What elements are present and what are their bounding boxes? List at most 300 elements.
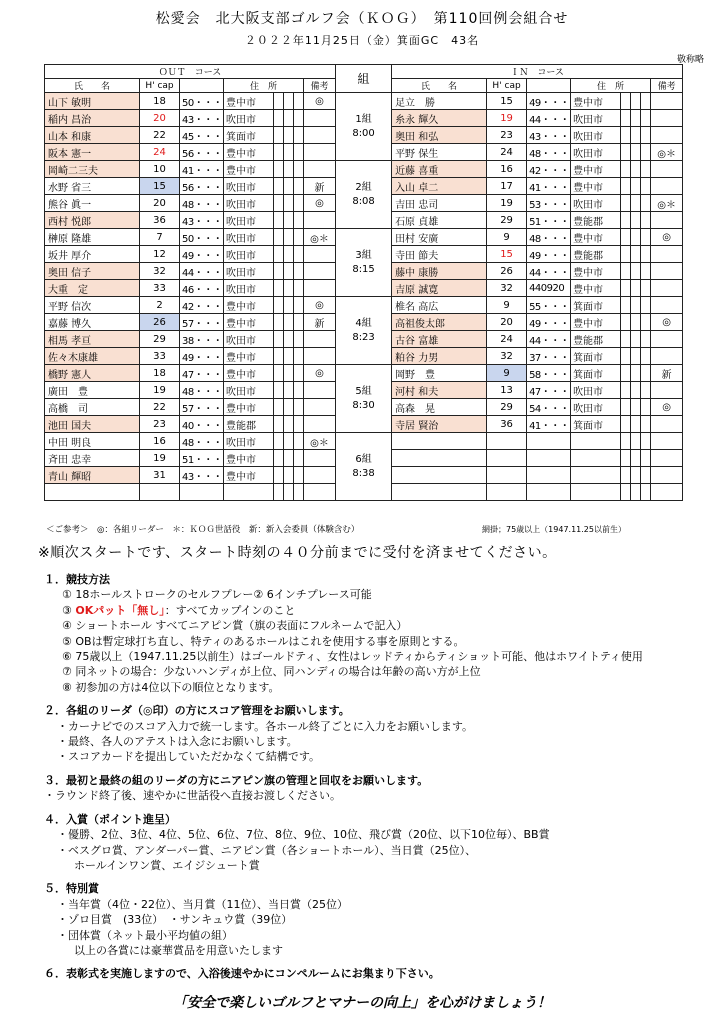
group-label: 5組 [355,385,372,397]
in-player-remark [651,382,683,399]
in-player-remark [651,93,683,110]
in-blank-cell [641,433,651,450]
in-player-code [527,484,571,501]
in-blank-cell [631,161,641,178]
in-player-code: 41・・・ [527,416,571,433]
in-blank-cell [641,110,651,127]
out-player-code: 43・・・ [180,212,224,229]
out-player-handicap: 22 [140,399,180,416]
out-player-address: 吹田市 [224,246,274,263]
out-player-name: 岡崎二三夫 [45,161,140,178]
out-blank-cell [274,246,284,263]
in-player-name [392,467,487,484]
rule-2-1: ・カーナビでのスコア入力で統一します。各ホール終了ごとに入力をお願いします。 [57,719,474,733]
in-player-handicap: 13 [487,382,527,399]
out-player-name: 稲内 昌治 [45,110,140,127]
out-player-code: 48・・・ [180,382,224,399]
out-blank-cell [284,280,294,297]
out-player-code: 43・・・ [180,110,224,127]
in-blank-cell [641,280,651,297]
in-player-address: 豊中市 [571,93,621,110]
in-blank-cell [641,416,651,433]
in-player-address: 吹田市 [571,127,621,144]
out-player-handicap: 10 [140,161,180,178]
group-label: 2組 [355,181,372,193]
out-player-code: 57・・・ [180,399,224,416]
out-player-name [45,484,140,501]
rule-2-2: ・最終、各人のアテストは入念にお願いします。 [57,735,298,749]
out-blank-cell [294,297,304,314]
out-player-name: 高橋 司 [45,399,140,416]
rule-1-4: ④ ショートホール すべてニアピン賞（旗の表面にフルネームで記入） [62,619,408,633]
in-player-address: 吹田市 [571,399,621,416]
in-blank-cell [621,246,631,263]
in-blank-cell [631,382,641,399]
out-player-handicap: 19 [140,450,180,467]
in-player-name: 椎名 高広 [392,297,487,314]
in-player-address: 箕面市 [571,297,621,314]
out-player-handicap: 19 [140,382,180,399]
out-blank-cell [274,297,284,314]
out-player-address: 豊中市 [224,314,274,331]
out-player-address: 吹田市 [224,382,274,399]
in-blank-cell [621,127,631,144]
in-blank-cell [621,229,631,246]
rule-5-4: 以上の各賞には豪華賞品を用意いたします [74,943,283,957]
in-blank-cell [631,212,641,229]
in-player-handicap: 15 [487,246,527,263]
out-player-name: 橋野 憲人 [45,365,140,382]
in-player-handicap: 26 [487,263,527,280]
out-name-header: 氏 名 [45,79,140,93]
out-player-remark: ◎＊ [304,229,336,246]
in-player-address: 箕面市 [571,416,621,433]
in-blank-cell [631,229,641,246]
group-cell [336,365,392,433]
in-blank-cell [631,484,641,501]
in-player-remark: ◎＊ [651,195,683,212]
out-player-remark [304,348,336,365]
rule-3-1: ・ラウンド終了後、速やかに世話役へ直接お渡しください。 [44,789,341,803]
in-player-name: 河村 和夫 [392,382,487,399]
in-blank-cell [641,178,651,195]
out-player-code: 43・・・ [180,467,224,484]
out-player-address: 吹田市 [224,280,274,297]
in-player-handicap: 24 [487,144,527,161]
in-player-handicap: 20 [487,314,527,331]
out-player-name: 榊原 隆雄 [45,229,140,246]
out-player-code: 51・・・ [180,450,224,467]
out-blank-cell [294,382,304,399]
in-blank-cell [621,416,631,433]
out-blank-cell [294,348,304,365]
event-date-venue: ２０２２年11月25日（金）箕面GC 43名 [244,34,480,47]
in-blank-cell [641,144,651,161]
in-player-address [571,450,621,467]
in-blank-cell [641,161,651,178]
out-course-header: ＯＵＴ コース [45,65,336,79]
in-player-remark [651,161,683,178]
in-player-code: 48・・・ [527,229,571,246]
out-player-remark [304,263,336,280]
out-blank-cell [294,399,304,416]
in-blank-cell [621,263,631,280]
rule-5-1: ・当年賞（4位・22位）、当月賞（11位）、当日賞（25位） [57,897,348,911]
table-row [45,93,683,110]
out-blank-cell [274,365,284,382]
in-blank-cell [641,314,651,331]
out-player-code: 48・・・ [180,195,224,212]
in-player-code: 54・・・ [527,399,571,416]
out-blank-cell [284,212,294,229]
in-blank-cell [631,433,641,450]
in-player-handicap: 9 [487,297,527,314]
out-player-name: 坂井 厚介 [45,246,140,263]
out-blank-cell [274,263,284,280]
in-player-code [527,467,571,484]
in-player-address: 吹田市 [571,110,621,127]
in-player-handicap [487,484,527,501]
out-blank-cell [294,331,304,348]
out-player-address: 豊中市 [224,348,274,365]
out-blank-cell [294,314,304,331]
in-player-handicap: 9 [487,365,527,382]
in-player-name: 高森 晃 [392,399,487,416]
in-player-handicap: 9 [487,229,527,246]
out-player-remark [304,484,336,501]
in-blank-cell [641,382,651,399]
out-blank-cell [284,263,294,280]
in-player-handicap: 36 [487,416,527,433]
group-start-time: 8:23 [352,331,375,343]
in-blank-cell [631,331,641,348]
in-player-address [571,467,621,484]
in-player-address: 吹田市 [571,144,621,161]
out-player-handicap [140,484,180,501]
rules-section [44,572,714,982]
in-player-code: 49・・・ [527,246,571,263]
in-player-remark: ◎ [651,399,683,416]
in-blank-cell [621,144,631,161]
in-remarks-header: 備考 [651,79,683,93]
in-blank-cell [621,433,631,450]
in-player-remark: ◎ [651,314,683,331]
in-blank-cell [641,127,651,144]
rule-1-6: ⑥ 75歳以上（1947.11.25以前生）はゴールドティ、女性はレッドティからティショット可能、他はホワイトティ使用 [62,650,643,664]
in-course-header: ＩＮ コース [392,65,683,79]
in-blank-cell [621,450,631,467]
out-player-code: 38・・・ [180,331,224,348]
in-player-address: 豊能郡 [571,246,621,263]
in-player-remark [651,348,683,365]
out-blank-cell [284,467,294,484]
in-blank-cell [621,280,631,297]
out-player-code: 49・・・ [180,246,224,263]
out-blank-cell [284,161,294,178]
out-blank-cell [284,110,294,127]
in-player-name: 古谷 富雄 [392,331,487,348]
out-player-handicap: 2 [140,297,180,314]
in-player-remark [651,246,683,263]
out-player-code: 47・・・ [180,365,224,382]
rule-1-2: ② 6インチプレース可能 [253,588,372,602]
in-player-handicap: 32 [487,280,527,297]
honorific-note: 敬称略 [676,55,704,65]
rule-4-2: ・ベスグロ賞、アンダーパー賞、ニアピン賞（各ショートホール）、当日賞（25位）、 [57,843,477,857]
out-player-name: 奥田 信子 [45,263,140,280]
out-player-handicap: 26 [140,314,180,331]
group-label: 4組 [355,317,372,329]
table-row [45,297,683,314]
out-player-handicap: 23 [140,416,180,433]
in-player-remark [651,433,683,450]
in-player-code: 49・・・ [527,93,571,110]
out-blank-cell [294,127,304,144]
in-blank-cell [621,467,631,484]
in-player-handicap [487,450,527,467]
in-player-name: 粕谷 力男 [392,348,487,365]
in-player-code: 43・・・ [527,127,571,144]
group-start-time: 8:08 [352,195,375,207]
out-blank-cell [274,467,284,484]
out-player-address: 吹田市 [224,110,274,127]
out-player-address: 豊中市 [224,467,274,484]
in-blank-cell [621,484,631,501]
in-blank-cell [641,348,651,365]
out-blank-cell [294,144,304,161]
out-blank-cell [284,127,294,144]
in-blank-cell [631,263,641,280]
out-blank-cell [274,314,284,331]
in-player-handicap: 29 [487,399,527,416]
out-player-code: 56・・・ [180,144,224,161]
out-player-address: 豊中市 [224,450,274,467]
in-player-remark: 新 [651,365,683,382]
in-player-name: 入山 卓二 [392,178,487,195]
out-blank-cell [274,382,284,399]
out-blank-cell [274,93,284,110]
in-player-handicap: 29 [487,212,527,229]
in-blank-cell [621,331,631,348]
out-player-name: 西村 悦郎 [45,212,140,229]
in-blank-cell [621,399,631,416]
in-player-handicap [487,467,527,484]
out-blank-cell [294,212,304,229]
in-blank-cell [631,314,641,331]
out-player-handicap: 20 [140,110,180,127]
out-blank-cell [284,365,294,382]
in-player-handicap: 16 [487,161,527,178]
in-blank-cell [621,161,631,178]
rules-heading-6: ６．表彰式を実施しますので、入浴後速やかにコンペルームにお集まり下さい。 [44,967,440,981]
out-player-code: 50・・・ [180,229,224,246]
out-player-remark: ◎ [304,365,336,382]
in-player-handicap: 15 [487,93,527,110]
in-player-handicap: 19 [487,195,527,212]
in-player-address: 豊能郡 [571,331,621,348]
in-player-name: 藤中 康勝 [392,263,487,280]
in-player-address: 豊中市 [571,178,621,195]
in-player-code: 44・・・ [527,110,571,127]
in-blank-cell [631,127,641,144]
rules-heading-2: ２．各組のリーダ（◎印）の方にスコア管理をお願いします。 [44,704,350,718]
out-blank-cell [294,433,304,450]
out-player-remark: ◎ [304,297,336,314]
group-cell [336,297,392,365]
in-player-code: 37・・・ [527,348,571,365]
out-player-name: 阪本 憲一 [45,144,140,161]
shading-note: 網掛；75歳以上（1947.11.25以前生） [482,525,626,534]
out-player-code: 40・・・ [180,416,224,433]
in-player-address: 豊中市 [571,263,621,280]
out-player-code [180,484,224,501]
in-blank-cell [631,93,641,110]
in-player-name: 石原 貞雄 [392,212,487,229]
in-player-code: 53・・・ [527,195,571,212]
in-blank-cell [621,348,631,365]
out-blank-cell [294,484,304,501]
table-row [45,161,683,178]
out-player-address: 吹田市 [224,195,274,212]
group-cell [336,93,392,161]
in-player-code: 41・・・ [527,178,571,195]
group-start-time: 8:15 [352,263,375,275]
out-blank-cell [294,110,304,127]
out-player-name: 中田 明良 [45,433,140,450]
in-blank-cell [641,467,651,484]
out-player-address: 吹田市 [224,212,274,229]
out-blank-cell [294,246,304,263]
rules-heading-4: ４．入賞（ポイント進呈） [44,812,176,826]
in-player-name [392,433,487,450]
in-blank-cell [641,331,651,348]
in-blank-cell [631,195,641,212]
out-player-code: 46・・・ [180,280,224,297]
rule-4-3: ホールインワン賞、エイジシュート賞 [74,858,260,872]
in-player-address: 豊能郡 [571,212,621,229]
out-player-address [224,484,274,501]
out-blank-cell [284,178,294,195]
pairings-table [44,64,683,501]
out-player-handicap: 20 [140,195,180,212]
in-blank-cell [631,297,641,314]
in-blank-cell [631,348,641,365]
out-blank-cell [274,212,284,229]
out-player-handicap: 22 [140,127,180,144]
out-player-name: 大重 定 [45,280,140,297]
in-player-name: 田村 安廣 [392,229,487,246]
out-player-handicap: 31 [140,467,180,484]
out-player-address: 豊能郡 [224,416,274,433]
group-header: 組 [336,65,392,93]
out-player-handicap: 36 [140,212,180,229]
in-player-code: 51・・・ [527,212,571,229]
out-blank-cell [284,314,294,331]
out-blank-cell [274,450,284,467]
in-blank-cell [621,297,631,314]
rules-heading-5: ５．特別賞 [44,882,99,896]
in-player-remark [651,331,683,348]
rule-1-7: ⑦ 同ネットの場合：少ないハンディが上位、同ハンディの場合は年齢の高い方が上位 [62,665,481,679]
in-player-remark: ◎ [651,229,683,246]
in-player-code [527,450,571,467]
in-blank-cell [631,110,641,127]
in-player-remark [651,127,683,144]
out-player-handicap: 18 [140,93,180,110]
out-player-code: 42・・・ [180,297,224,314]
table-row [45,433,683,450]
out-player-name: 熊谷 眞一 [45,195,140,212]
in-blank-cell [631,178,641,195]
out-player-name: 山下 敏明 [45,93,140,110]
out-player-address: 豊中市 [224,144,274,161]
out-blank-cell [284,195,294,212]
out-player-handicap: 24 [140,144,180,161]
out-blank-cell [294,365,304,382]
rule-5-2: ・ゾロ目賞 (33位） ・サンキュウ賞（39位） [57,913,293,927]
in-blank-cell [621,178,631,195]
in-hcap-header: H' cap [487,79,527,93]
in-player-name: 足立 勝 [392,93,487,110]
in-player-code: 55・・・ [527,297,571,314]
out-blank-cell [294,280,304,297]
in-player-remark [651,450,683,467]
in-player-code: 44・・・ [527,331,571,348]
in-player-remark [651,263,683,280]
out-player-name: 水野 省三 [45,178,140,195]
in-player-code: 44・・・ [527,263,571,280]
out-player-handicap: 7 [140,229,180,246]
in-player-remark [651,297,683,314]
in-blank-cell [641,297,651,314]
in-blank-cell [641,484,651,501]
in-blank-cell [641,229,651,246]
out-blank-cell [294,93,304,110]
out-player-remark [304,467,336,484]
in-player-handicap: 23 [487,127,527,144]
in-player-address: 豊中市 [571,280,621,297]
in-player-code: 48・・・ [527,144,571,161]
in-player-remark [651,110,683,127]
rule-1-5: ⑤ OBは暫定球打ち直し、特ティのあるホールはこれを使用する事を原則とする。 [62,634,465,648]
out-player-name: 青山 輝昭 [45,467,140,484]
out-remarks-header: 備考 [304,79,336,93]
in-blank-cell [621,212,631,229]
out-player-remark [304,212,336,229]
in-blank-cell [631,246,641,263]
out-player-code: 45・・・ [180,127,224,144]
out-player-remark [304,110,336,127]
in-blank-cell [631,144,641,161]
in-player-handicap: 24 [487,331,527,348]
out-blank-cell [294,467,304,484]
in-blank-cell [631,450,641,467]
out-blank-cell [294,229,304,246]
out-player-remark [304,161,336,178]
out-blank-cell [284,331,294,348]
in-address-header: 住 所 [571,79,651,93]
out-hcap-header: H' cap [140,79,180,93]
out-blank-cell [284,416,294,433]
rules-heading-1: １．競技方法 [44,573,110,586]
out-player-address: 吹田市 [224,178,274,195]
in-blank-cell [621,314,631,331]
rule-4-1: ・優勝、2位、3位、4位、5位、6位、7位、8位、9位、10位、飛び賞（20位、以下10位毎）、BB賞 [57,828,550,842]
out-player-code: 50・・・ [180,93,224,110]
in-blank-cell [641,263,651,280]
out-player-address: 吹田市 [224,263,274,280]
in-player-handicap: 17 [487,178,527,195]
